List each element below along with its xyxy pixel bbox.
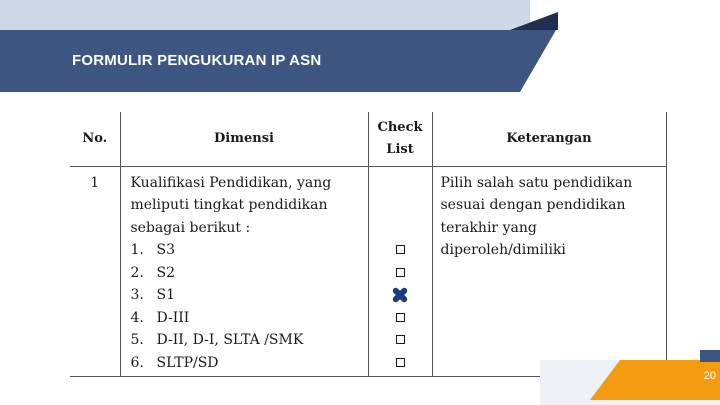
list-item: [131, 307, 368, 330]
option-number: 1.: [130, 242, 144, 258]
option-number: 3.: [130, 287, 144, 303]
option-label: SLTP/SD: [156, 354, 219, 371]
list-item: [131, 329, 368, 352]
checkbox-empty-icon[interactable]: [396, 313, 405, 322]
check-list-cell: [368, 166, 432, 377]
dimensi-intro: Kualifikasi Pendidikan, yang meliputi tingkat pendidikan sebagai berikut :: [130, 174, 332, 236]
check-slot: [396, 329, 405, 352]
option-number: 6.: [130, 354, 144, 371]
check-slot: [390, 284, 410, 307]
table-row: [70, 166, 666, 377]
keterangan-cell: Pilih salah satu pendidikan sesuai dengan pendidikan terakhir yang diperoleh/dimiliki: [432, 166, 666, 377]
list-item: [131, 352, 368, 375]
table-header-row: [70, 112, 666, 166]
top-decoration-wedge: [510, 12, 558, 30]
dimensi-cell: [120, 166, 368, 377]
option-label: D-III: [156, 309, 190, 326]
checkbox-empty-icon[interactable]: [396, 268, 405, 277]
check-slot: [396, 261, 405, 284]
checkbox-empty-icon[interactable]: [396, 245, 405, 254]
header-keterangan: Keterangan: [432, 112, 666, 166]
checkbox-empty-icon[interactable]: [396, 358, 405, 367]
header-no: No.: [82, 130, 108, 146]
education-options-list: [131, 239, 368, 374]
option-number: 5.: [130, 332, 144, 348]
check-list-column: [369, 172, 432, 374]
header-check-line2: List: [386, 141, 414, 157]
measurement-form-table: [70, 112, 667, 377]
option-number: 2.: [130, 264, 144, 281]
check-slot: [396, 239, 405, 262]
header-check-list: [368, 112, 432, 166]
list-item: [131, 284, 368, 307]
page-number: 20: [703, 370, 716, 382]
list-item: [131, 239, 368, 262]
row-number: 1: [90, 174, 100, 191]
option-label: S1: [156, 287, 175, 303]
option-label: S2: [156, 264, 175, 281]
footer-accent-bar: [700, 350, 720, 362]
check-slot: [396, 351, 405, 374]
option-label: S3: [156, 242, 175, 258]
header-dimensi: Dimensi: [120, 112, 368, 166]
check-slot: [396, 306, 405, 329]
header-check-line1: Check: [377, 119, 423, 135]
top-decoration-gap: [530, 0, 720, 30]
option-label: D-II, D-I, SLTA /SMK: [156, 332, 304, 348]
option-number: 4.: [130, 309, 144, 326]
checkbox-empty-icon[interactable]: [396, 335, 405, 344]
list-item: [131, 262, 368, 285]
checked-x-icon[interactable]: [390, 285, 410, 305]
page-title: FORMULIR PENGUKURAN IP ASN: [72, 52, 322, 69]
